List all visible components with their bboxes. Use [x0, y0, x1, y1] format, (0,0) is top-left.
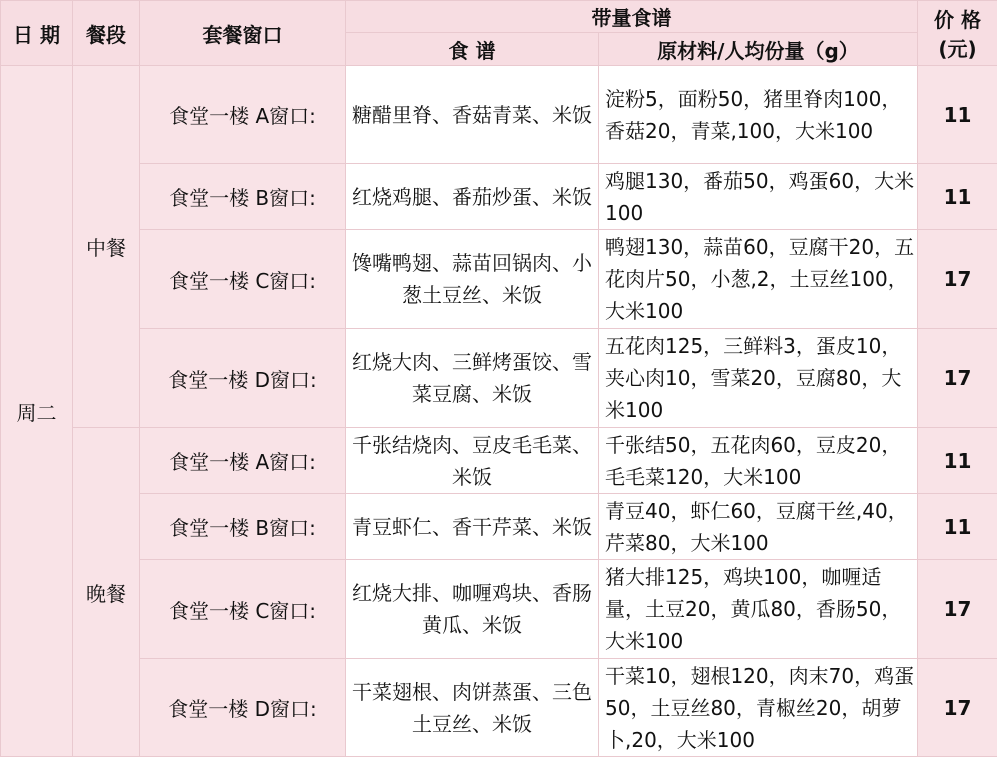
table-row [1, 230, 997, 329]
header-window: 套餐窗口 [140, 1, 346, 66]
table-row [1, 164, 997, 230]
table-row [1, 329, 997, 428]
table-row [1, 66, 997, 164]
header-price [918, 1, 997, 66]
menu-cell: 红烧大肉、三鲜烤蛋饺、雪菜豆腐、米饭 [346, 329, 599, 428]
window-cell: 食堂一楼 A窗口: [140, 66, 346, 164]
window-cell: 食堂一楼 B窗口: [140, 164, 346, 230]
materials-cell: 五花肉125，三鲜料3，蛋皮10，夹心肉10，雪菜20，豆腐80，大米100 [599, 329, 918, 428]
menu-cell: 红烧大排、咖喱鸡块、香肠黄瓜、米饭 [346, 560, 599, 659]
materials-cell: 青豆40，虾仁60，豆腐干丝,40，芹菜80，大米100 [599, 494, 918, 560]
price-cell: 17 [918, 329, 997, 428]
header-recipe: 食 谱 [346, 33, 599, 66]
materials-cell: 千张结50，五花肉60，豆皮20，毛毛菜120，大米100 [599, 428, 918, 494]
header-price-line2: (元) [918, 33, 997, 62]
header-price-line1: 价 格 [918, 4, 997, 33]
header-period: 餐段 [73, 1, 140, 66]
materials-cell: 干菜10，翅根120，肉末70，鸡蛋50，土豆丝80，青椒丝20，胡萝卜,20，大米100 [599, 659, 918, 757]
window-cell: 食堂一楼 A窗口: [140, 428, 346, 494]
header-materials: 原材料/人均份量（g） [599, 33, 918, 66]
window-cell: 食堂一楼 B窗口: [140, 494, 346, 560]
table-row [1, 560, 997, 659]
price-cell: 17 [918, 230, 997, 329]
price-cell: 11 [918, 66, 997, 164]
window-cell: 食堂一楼 C窗口: [140, 560, 346, 659]
table-row [1, 659, 997, 757]
price-cell: 17 [918, 659, 997, 757]
materials-cell: 淀粉5，面粉50，猪里脊肉100，香菇20，青菜,100，大米100 [599, 66, 918, 164]
table-row [1, 428, 997, 494]
day-cell: 周二 [1, 66, 73, 757]
menu-cell: 千张结烧肉、豆皮毛毛菜、米饭 [346, 428, 599, 494]
materials-cell: 猪大排125，鸡块100，咖喱适量，土豆20，黄瓜80，香肠50，大米100 [599, 560, 918, 659]
price-cell: 11 [918, 164, 997, 230]
price-cell: 11 [918, 494, 997, 560]
period-dinner: 晚餐 [73, 428, 140, 757]
materials-cell: 鸡腿130，番茄50，鸡蛋60，大米100 [599, 164, 918, 230]
menu-cell: 青豆虾仁、香干芹菜、米饭 [346, 494, 599, 560]
period-lunch: 中餐 [73, 66, 140, 428]
header-recipe-group: 带量食谱 [346, 1, 918, 33]
window-cell: 食堂一楼 C窗口: [140, 230, 346, 329]
menu-cell: 糖醋里脊、香菇青菜、米饭 [346, 66, 599, 164]
price-cell: 17 [918, 560, 997, 659]
window-cell: 食堂一楼 D窗口: [140, 329, 346, 428]
table-row [1, 494, 997, 560]
menu-cell: 红烧鸡腿、番茄炒蛋、米饭 [346, 164, 599, 230]
window-cell: 食堂一楼 D窗口: [140, 659, 346, 757]
header-date: 日 期 [1, 1, 73, 66]
materials-cell: 鸭翅130，蒜苗60，豆腐干20，五花肉片50，小葱,2，土豆丝100，大米100 [599, 230, 918, 329]
menu-cell: 馋嘴鸭翅、蒜苗回锅肉、小葱土豆丝、米饭 [346, 230, 599, 329]
price-cell: 11 [918, 428, 997, 494]
menu-cell: 干菜翅根、肉饼蒸蛋、三色土豆丝、米饭 [346, 659, 599, 757]
